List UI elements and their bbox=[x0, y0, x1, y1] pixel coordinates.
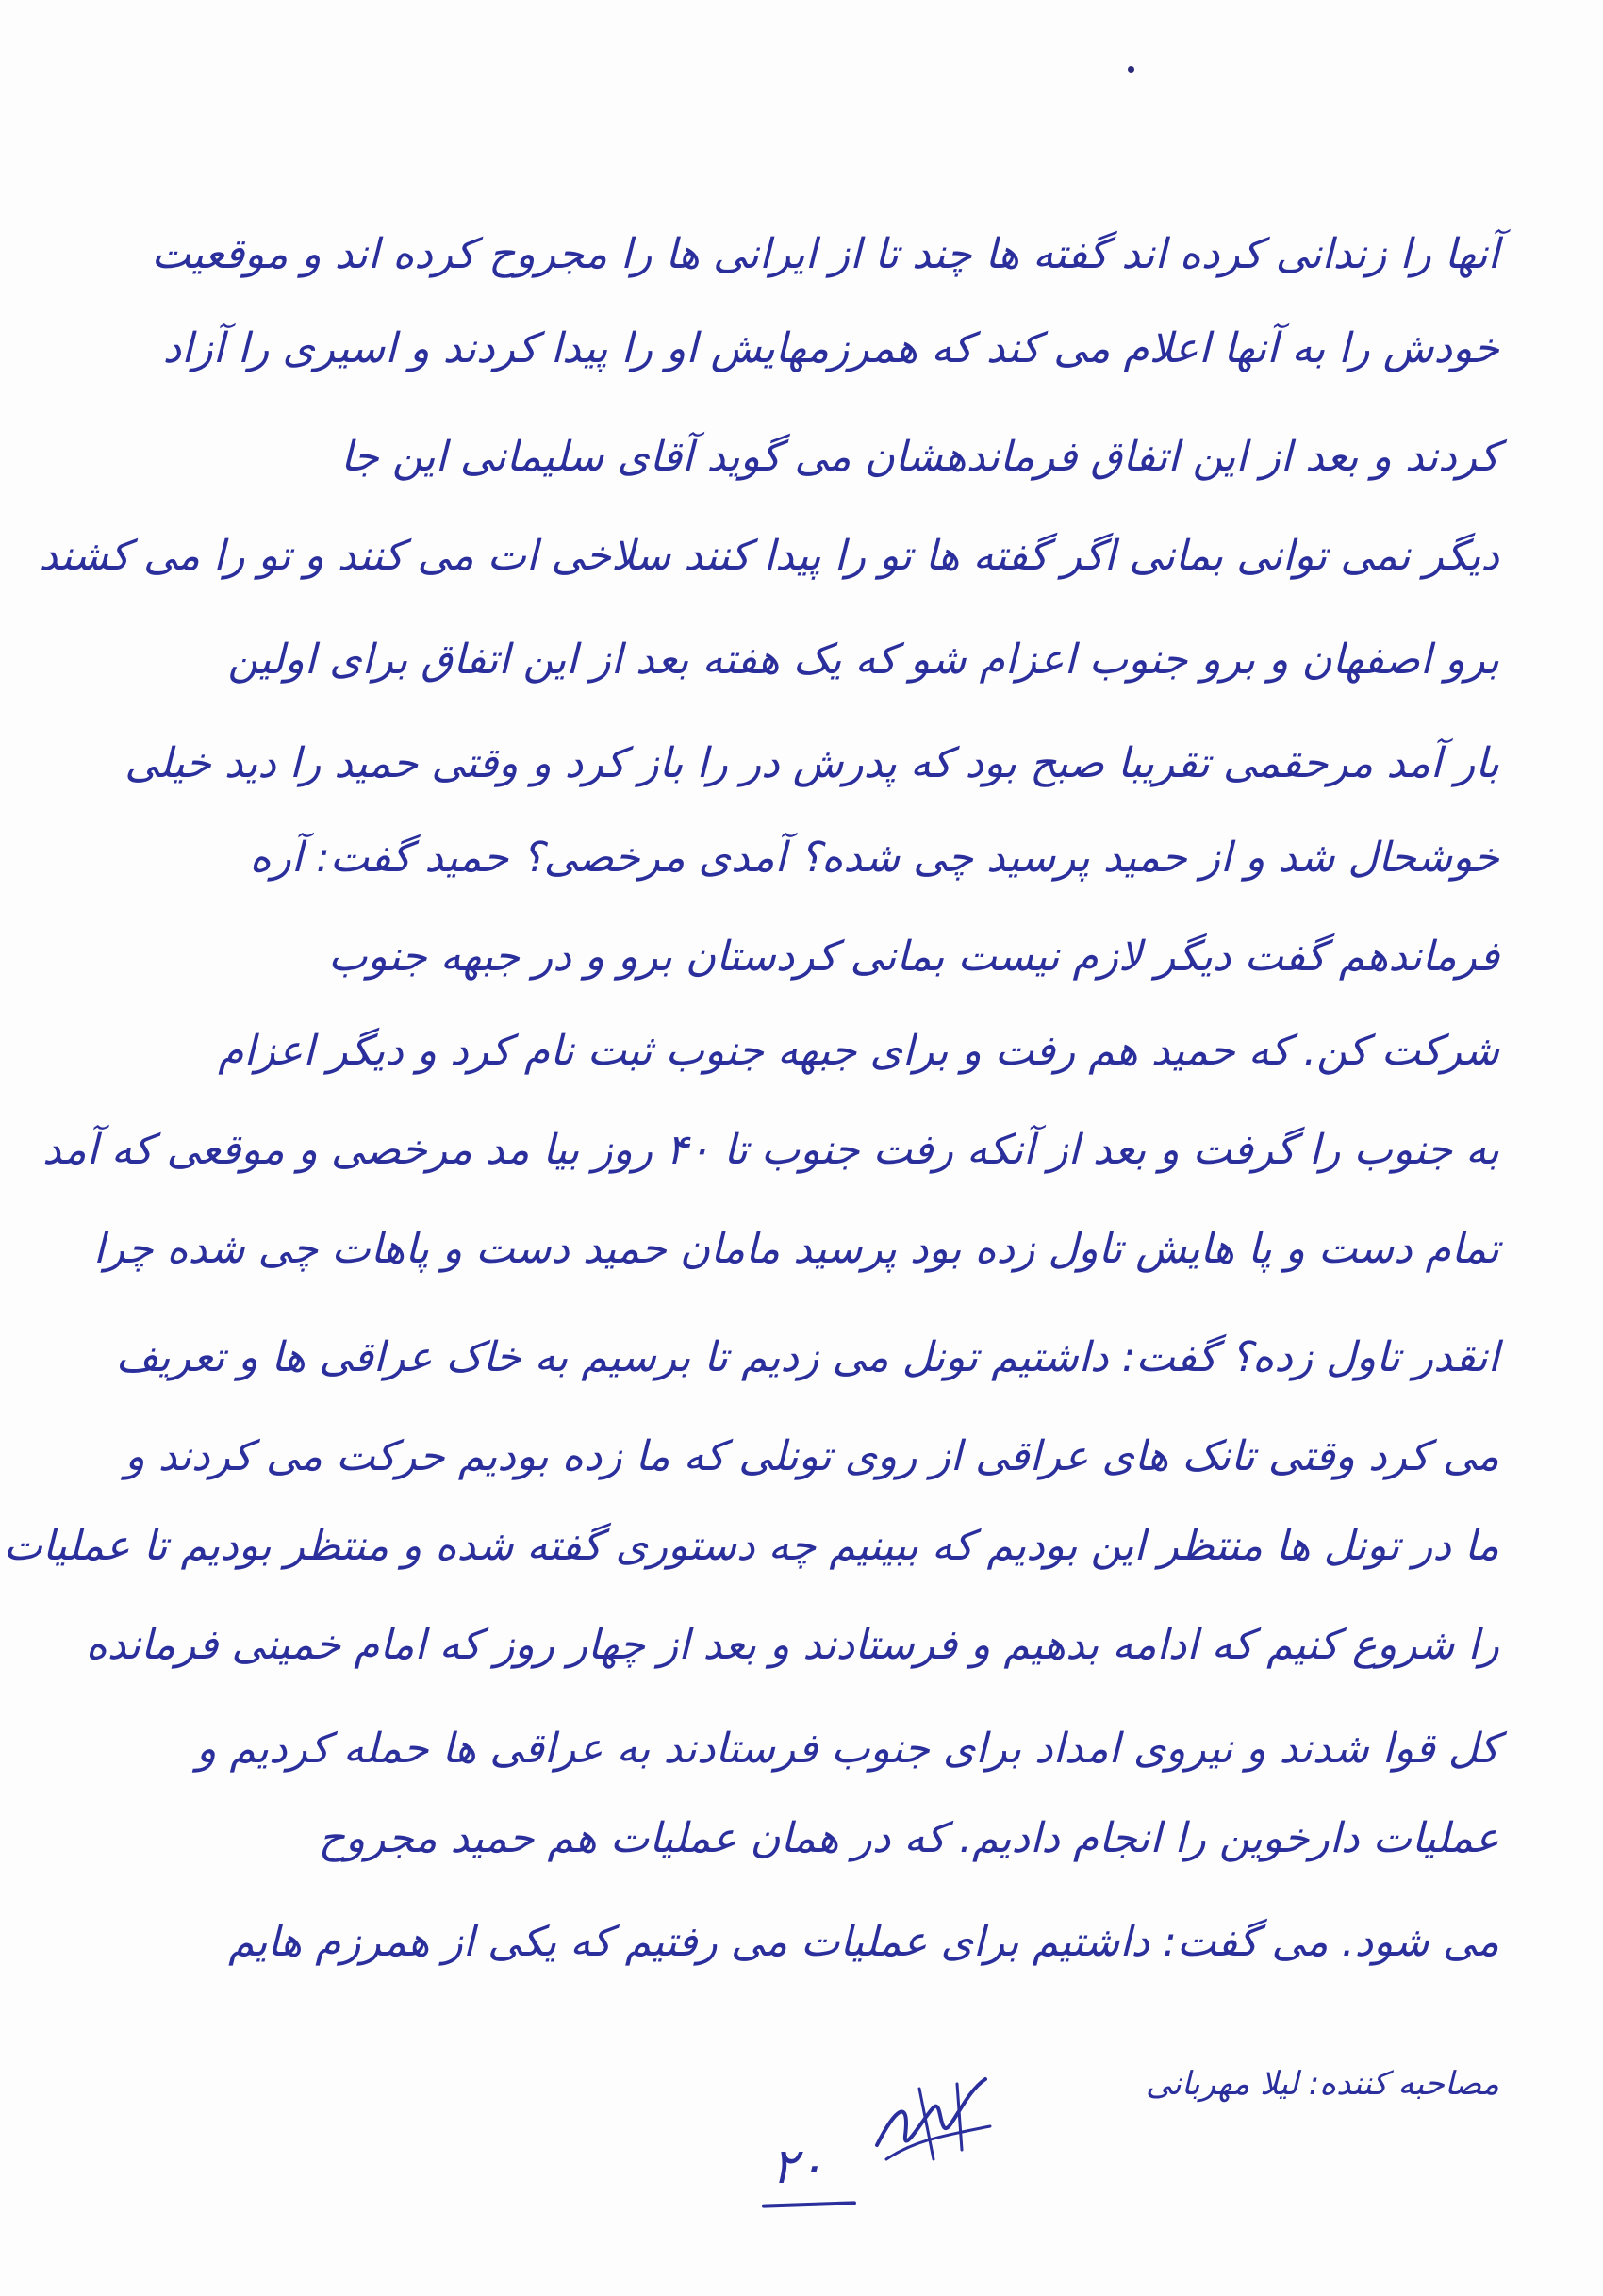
handwritten-line: خوشحال شد و از حمید پرسید چی شده؟ آمدی مرخصی؟ حمید گفت: آره bbox=[249, 834, 1499, 882]
handwritten-line: خودش را به آنها اعلام می کند که همرزمهایش او را پیدا کردند و اسیری را آزاد bbox=[162, 324, 1499, 372]
ink-dot bbox=[1128, 66, 1134, 73]
handwritten-line: شرکت کن. که حمید هم رفت و برای جبهه جنوب ثبت نام کرد و دیگر اعزام bbox=[218, 1027, 1499, 1075]
handwritten-line: کردند و بعد از این اتفاق فرماندهشان می گوید آقای سلیمانی این جا bbox=[340, 433, 1499, 481]
handwritten-line: تمام دست و پا هایش تاول زده بود پرسید مامان حمید دست و پاهات چی شده چرا bbox=[92, 1225, 1499, 1273]
handwritten-line: آنها را زندانی کرده اند گفته ها چند تا از ایرانی ها را مجروح کرده اند و موقعیت bbox=[151, 230, 1499, 278]
handwritten-line: به جنوب را گرفت و بعد از آنکه رفت جنوب تا ۴۰ روز بیا مد مرخصی و موقعی که آمد bbox=[42, 1126, 1499, 1174]
handwritten-line: ما در تونل ها منتظر این بودیم که ببینیم چه دستوری گفته شده و منتظر بودیم تا عملیات bbox=[3, 1522, 1499, 1570]
interviewer-label: مصاحبه کننده: لیلا مهربانی bbox=[1146, 2065, 1499, 2103]
handwritten-line: کل قوا شدند و نیروی امداد برای جنوب فرستادند به عراقی ها حمله کردیم و bbox=[196, 1725, 1499, 1773]
handwritten-line: می کرد وقتی تانک های عراقی از روی تونلی که ما زده بودیم حرکت می کردند و bbox=[124, 1432, 1499, 1480]
handwritten-line: می شود. می گفت: داشتیم برای عملیات می رفتیم که یکی از همرزم هایم bbox=[228, 1918, 1499, 1966]
handwritten-line: عملیات دارخوین را انجام دادیم. که در همان عملیات هم حمید مجروح bbox=[318, 1814, 1499, 1862]
handwritten-line: فرماندهم گفت دیگر لازم نیست بمانی کردستان برو و در جبهه جنوب bbox=[328, 933, 1499, 981]
handwritten-line: را شروع کنیم که ادامه بدهیم و فرستادند و بعد از چهار روز که امام خمینی فرمانده bbox=[85, 1621, 1499, 1669]
page-number: ۲۰ bbox=[771, 2139, 824, 2195]
handwritten-line: انقدر تاول زده؟ گفت: داشتیم تونل می زدیم تا برسیم به خاک عراقی ها و تعریف bbox=[115, 1333, 1499, 1381]
handwritten-line: بار آمد مرحقمی تقریبا صبح بود که پدرش در را باز کرد و وقتی حمید را دید خیلی bbox=[124, 739, 1499, 787]
signature-icon bbox=[868, 2070, 1000, 2183]
page-number-underline bbox=[762, 2201, 856, 2207]
handwritten-line: برو اصفهان و برو جنوب اعزام شو که یک هفته بعد از این اتفاق برای اولین bbox=[227, 636, 1499, 684]
handwritten-line: دیگر نمی توانی بمانی اگر گفته ها تو را پیدا کنند سلاخی ات می کنند و تو را می کشند bbox=[39, 532, 1499, 580]
